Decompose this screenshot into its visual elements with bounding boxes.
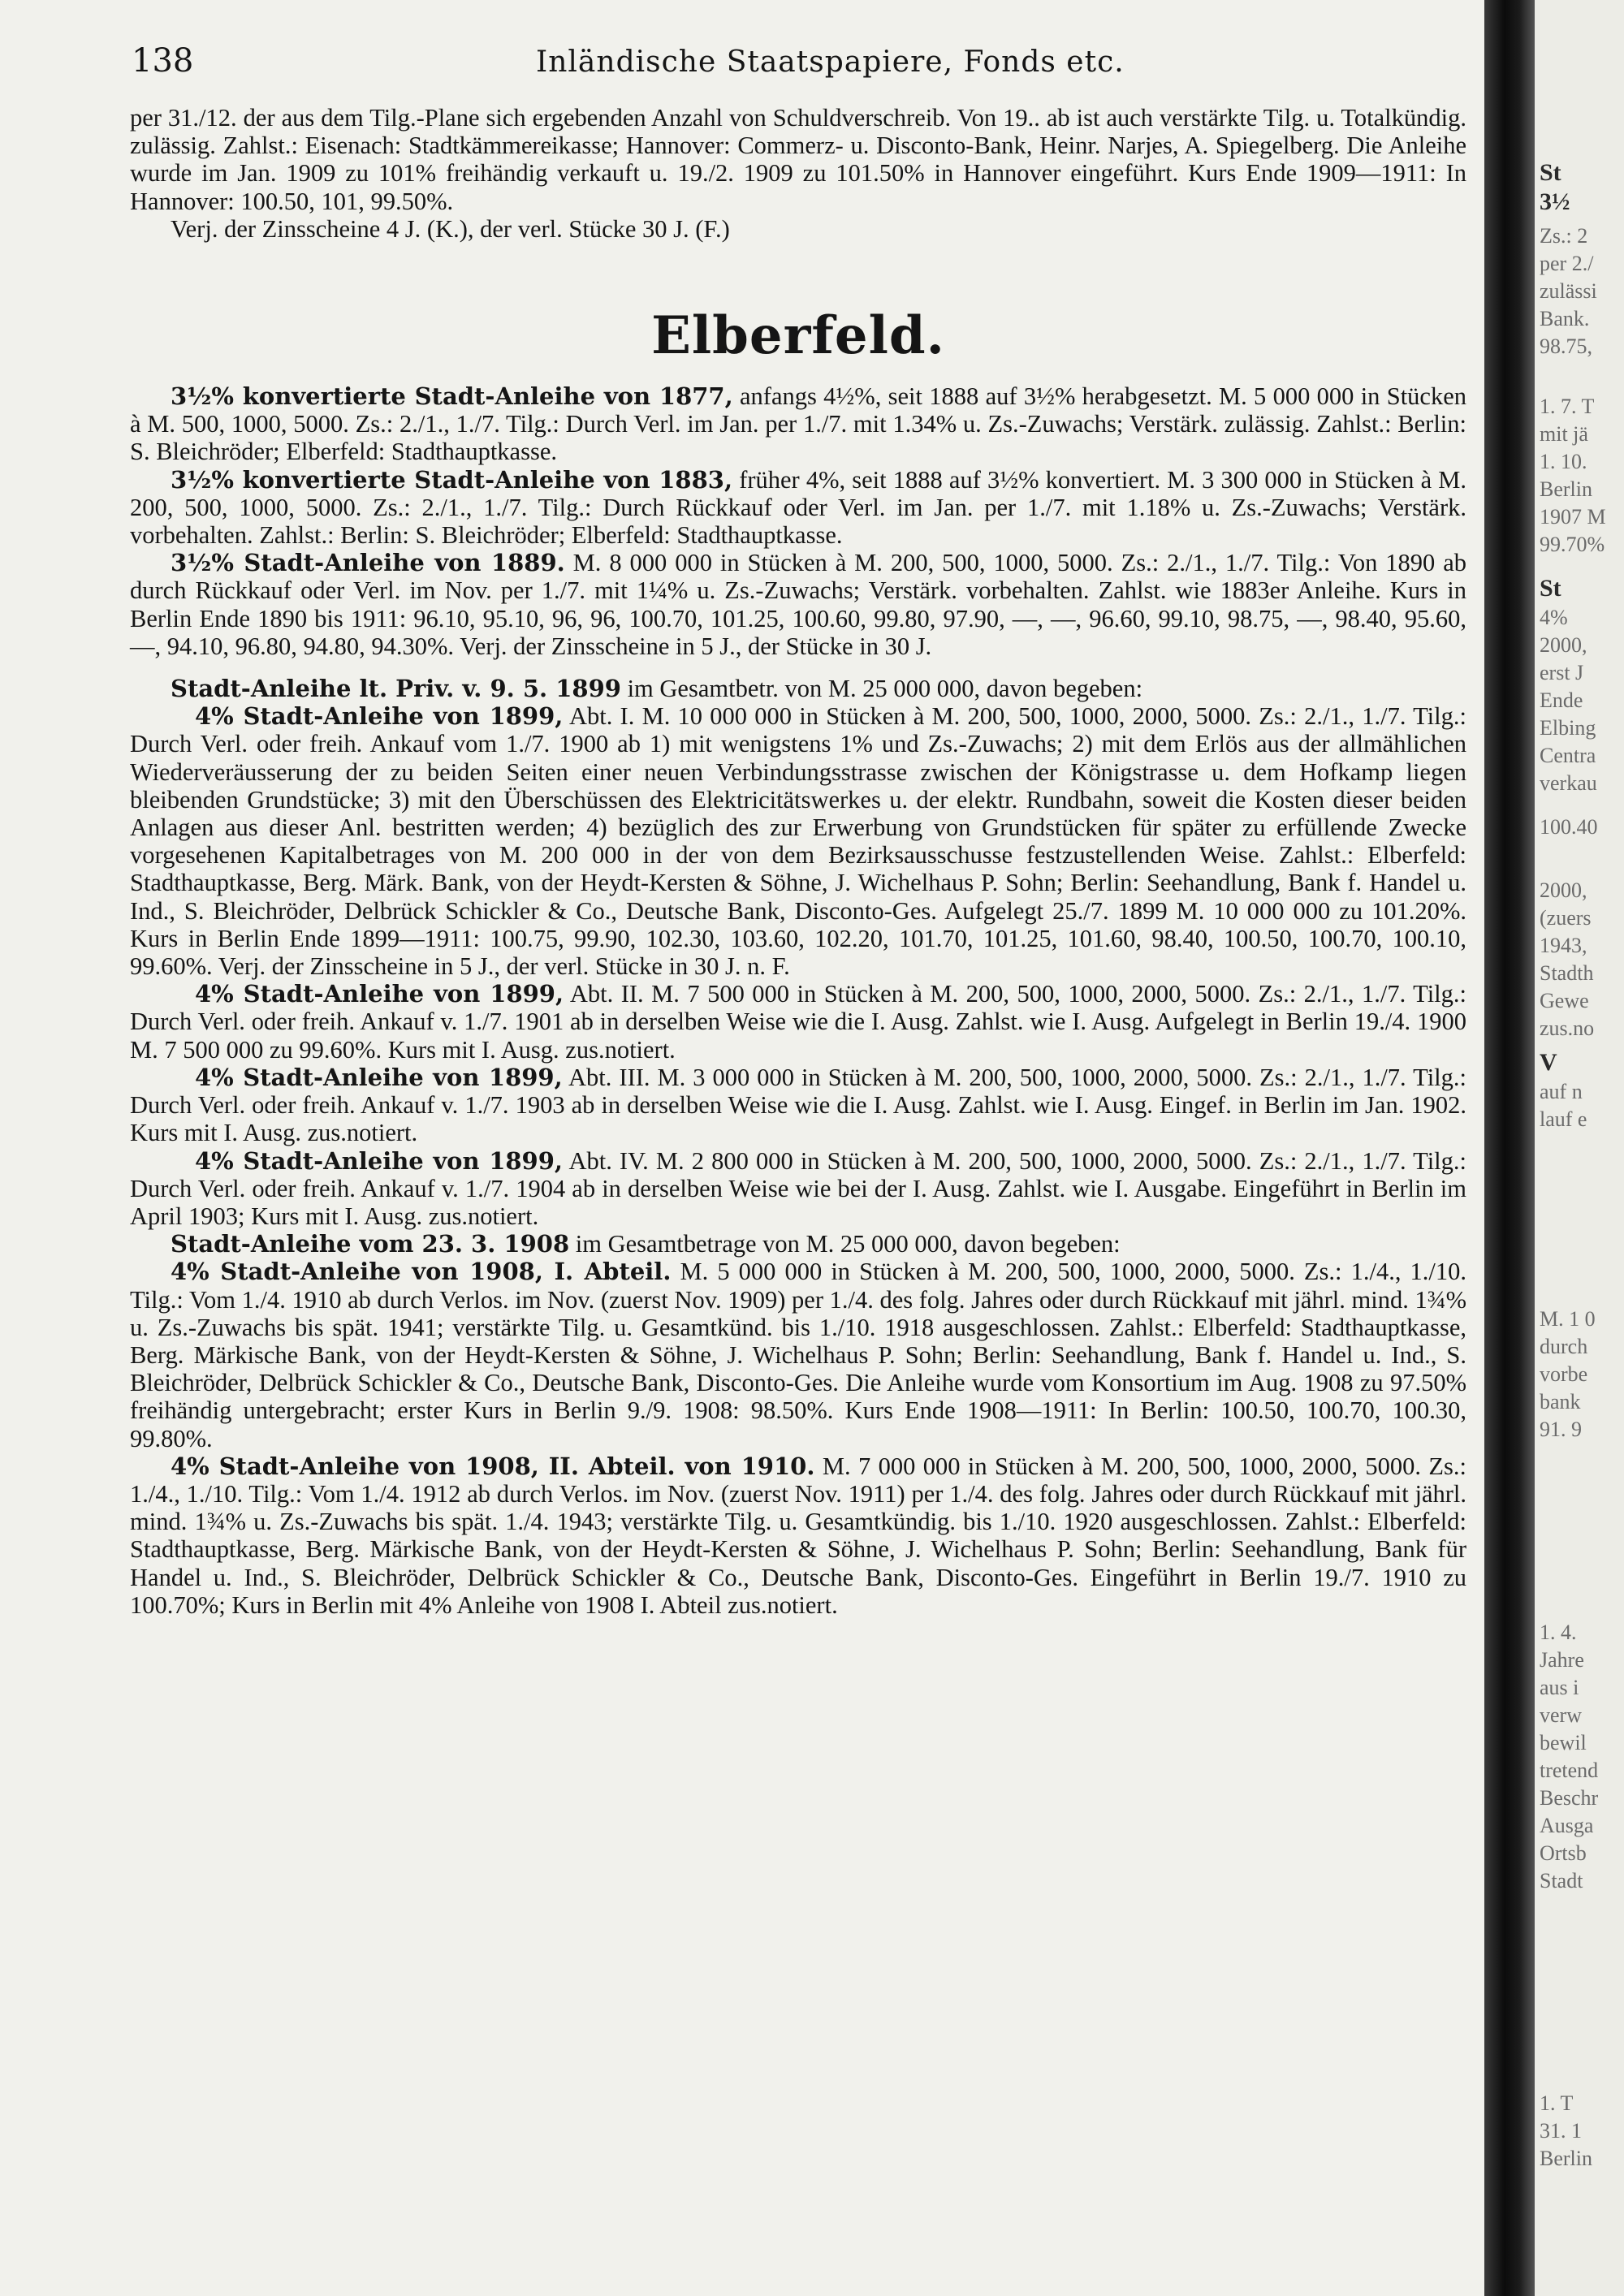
facing-fragment: zulässi (1540, 279, 1597, 303)
entry-1899-abt-3 (130, 1064, 1466, 1147)
facing-fragment: Bank. (1540, 307, 1590, 330)
facing-fragment: verw (1540, 1703, 1582, 1727)
facing-fragment: verkau (1540, 771, 1597, 795)
entry-body: Abt. III. M. 3 000 000 in Stücken à M. 200, 500, 1000, 2000, 5000. Zs.: 2./1., 1./7. Tilg.: Durch Verl. oder freih. Ankauf v. 1./7. 1903 ab in derselben Weise wie die I. Ausg. Zahlst. wie I. Ausg. Eingef. in Berlin im Jan. 1902. Kurs mit I. Ausg. zus.notiert. (130, 1063, 1466, 1147)
entry-heading: 4% Stadt-Anleihe von 1899, (195, 1063, 563, 1091)
text-column (130, 104, 1466, 1619)
intro-verj-line: Verj. der Zinsscheine 4 J. (K.), der verl. Stücke 30 J. (F.) (171, 214, 730, 243)
running-title: Inländische Staatspapiere, Fonds etc. (536, 45, 1125, 79)
facing-fragment: 2000, (1540, 878, 1587, 902)
section-title: Elberfeld. (651, 305, 945, 367)
facing-fragment: Berlin (1540, 2147, 1592, 2170)
facing-fragment: Gewe (1540, 989, 1589, 1012)
facing-fragment: Ortsb (1540, 1841, 1587, 1865)
entry-body: Abt. IV. M. 2 800 000 in Stücken à M. 200, 500, 1000, 2000, 5000. Zs.: 2./1., 1./7. Tilg.: Durch Verl. oder freih. Ankauf v. 1./7. 1904 ab in derselben Weise wie bei der I. Ausg. Zahlst. wie I. Ausgabe. Eingeführt in Berlin im April 1903; Kurs mit I. Ausg. zus.notiert. (130, 1146, 1466, 1230)
entry-heading: 4% Stadt-Anleihe von 1908, I. Abteil. (171, 1258, 672, 1286)
facing-fragment: St (1540, 575, 1561, 602)
facing-page-edge (1535, 0, 1624, 2296)
entry-1908-priv (130, 1230, 1466, 1258)
facing-fragment: 1. 4. (1540, 1621, 1577, 1644)
facing-fragment: Stadth (1540, 961, 1594, 985)
facing-fragment: 1. T (1540, 2091, 1574, 2115)
entry-body: M. 7 000 000 in Stücken à M. 200, 500, 1000, 2000, 5000. Zs.: 1./4., 1./10. Tilg.: Vom 1./4. 1912 ab durch Verlos. im Nov. (zuerst Nov. 1911) per 1./4. des folg. Jahres oder durch Rückkauf mit jährl. mind. 1¾% u. Zs.-Zuwachs bis spät. 1./4. 1943; verstärkte Tilg. u. Gesamtkündig. bis 1./10. 1920 ausgeschlossen. Zahlst.: Elberfeld: Stadthauptkasse, Berg. Märkische Bank, von der Heydt-Kersten & Söhne, J. Wichelhaus P. Sohn; Berlin: Seehandlung, Bank für Handel u. Ind., S. Bleichröder, Delbrück Schickler & Co., Deutsche Bank, Disconto-Ges. Eingeführt in Berlin 19./7. 1910 zu 100.70%; Kurs in Berlin mit 4% Anleihe von 1908 I. Abteil zus.notiert. (130, 1452, 1466, 1619)
facing-fragment: bewil (1540, 1731, 1587, 1754)
facing-fragment: 91. 9 (1540, 1418, 1582, 1441)
facing-fragment: mit jä (1540, 422, 1588, 446)
facing-fragment: erst J (1540, 661, 1584, 684)
facing-fragment: Zs.: 2 (1540, 224, 1588, 248)
intro-paragraph: per 31./12. der aus dem Tilg.-Plane sich ergebenden Anzahl von Schuldverschreib. Von 19.. ab ist auch verstärkte Tilg. u. Totalkündig. zulässig. Zahlst.: Eisenach: Stadtkämmereikasse; Hannover: Commerz- u. Disconto-Bank, Heinr. Narjes, A. Spiegelberg. Die Anleihe wurde im Jan. 1909 zu 101% freihändig verkauft u. 19./2. 1909 zu 101.50% in Hannover eingeführt. Kurs Ende 1909—1911: In Hannover: 100.50, 101, 99.50%. (130, 104, 1466, 215)
facing-fragment: aus i (1540, 1676, 1579, 1699)
facing-fragment: lauf e (1540, 1107, 1587, 1131)
entry-heading: 3½% Stadt-Anleihe von 1889. (171, 549, 565, 577)
entry-body: M. 5 000 000 in Stücken à M. 200, 500, 1000, 2000, 5000. Zs.: 1./4., 1./10. Tilg.: Vom 1./4. 1910 ab durch Verlos. im Nov. (zuerst Nov. 1909) per 1./4. des folg. Jahres oder durch Rückkauf mit jährl. mind. 1¾% u. Zs.-Zuwachs bis spät. 1941; verstärkte Tilg. u. Gesamtkünd. bis 1./10. 1918 ausgeschlossen. Zahlst.: Elberfeld: Stadthauptkasse, Berg. Märkische Bank, von der Heydt-Kersten & Söhne, J. Wichelhaus P. Sohn; Berlin: Seehandlung, Bank f. Handel u. Ind., S. Bleichröder, Delbrück Schickler & Co., Deutsche Bank, Disconto-Ges. Die Anleihe wurde vom Konsortium im Aug. 1908 zu 97.50% freihändig untergebracht; erster Kurs in Berlin 9./9. 1908: 98.50%. Kurs Ende 1908—1911: In Berlin: 100.50, 100.70, 100.30, 99.80%. (130, 1258, 1466, 1452)
facing-fragment: 1. 7. T (1540, 395, 1595, 418)
facing-fragment: (zuers (1540, 906, 1592, 930)
entry-1899-abt-2 (130, 980, 1466, 1064)
facing-fragment: V (1540, 1049, 1557, 1076)
entry-body: früher 4%, seit 1888 auf 3½% konvertiert. M. 3 300 000 in Stücken à M. 200, 500, 1000, 5000. Zs.: 2./1., 1./7. Tilg.: Durch Rückkauf oder Verl. im Jan. per 1./7. mit 1.18% u. Zs.-Zuwachs; Verstärk. vorbehalten. Zahlst.: Berlin: S. Bleichröder; Elberfeld: Stadthauptkasse. (130, 465, 1466, 550)
entry-body: Abt. II. M. 7 500 000 in Stücken à M. 200, 500, 1000, 2000, 5000. Zs.: 2./1., 1./7. Tilg.: Durch Verl. oder freih. Ankauf v. 1./7. 1901 ab in derselben Weise wie die I. Ausg. Zahlst. wie I. Ausg. Aufgelegt in Berlin 19./4. 1900 M. 7 500 000 zu 99.60%. Kurs mit I. Ausg. zus.notiert. (130, 980, 1466, 1064)
facing-fragment: vorbe (1540, 1362, 1588, 1386)
entry-heading: Stadt-Anleihe lt. Priv. v. 9. 5. 1899 (171, 675, 621, 703)
facing-fragment: Stadt (1540, 1869, 1583, 1892)
page-number: 138 (132, 42, 194, 80)
entry-1908-abt-1 (130, 1258, 1466, 1452)
facing-fragment: 100.40 (1540, 815, 1598, 839)
entry-heading: 3½% konvertierte Stadt-Anleihe von 1883, (171, 465, 733, 494)
facing-fragment: 1943, (1540, 934, 1587, 957)
entry-heading: 4% Stadt-Anleihe von 1899, (195, 702, 564, 731)
facing-fragment: 99.70% (1540, 533, 1605, 556)
book-gutter (1484, 0, 1535, 2296)
facing-fragment: durch (1540, 1335, 1588, 1358)
facing-fragment: 3½ (1540, 188, 1570, 215)
entry-1889 (130, 549, 1466, 660)
entry-priv-1899 (130, 675, 1466, 702)
entry-body: im Gesamtbetrage von M. 25 000 000, davon begeben: (569, 1230, 1121, 1258)
entry-body: Abt. I. M. 10 000 000 in Stücken à M. 200, 500, 1000, 2000, 5000. Zs.: 2./1., 1./7. Tilg.: Durch Verl. oder freih. Ankauf vom 1./7. 1900 ab 1) mit wenigstens 1% und Zs.-Zuwachs; 2) mit dem Erlös aus der allmählichen Wiederveräusserung der zu beiden Seiten einer neuen Verbindungsstrasse zwischen der Königstrasse u. dem Hofkamp liegen bleibenden Grundstücke; 3) mit den Überschüssen des Elektricitätswerkes u. der elektr. Rundbahn, soweit die Kosten dieser beiden Anlagen aus dieser Anl. bestritten werden; 4) bezüglich des zur Erwerbung von Grundstücken für später zu erfüllende Zwecke vorgesehenen Kapitalbetrages von M. 200 000 in der von dem Bezirksausschusse festzustellenden Weise. Zahlst.: Elberfeld: Stadthauptkasse, Berg. Märk. Bank, von der Heydt-Kersten & Söhne, J. Wichelhaus P. Sohn; Berlin: Seehandlung, Bank f. Handel u. Ind., S. Bleichröder, Delbrück Schickler & Co., Deutsche Bank, Disconto-Ges. Aufgelegt 25./7. 1899 M. 10 000 000 zu 101.20%. Kurs in Berlin Ende 1899—1911: 100.75, 99.90, 102.30, 103.60, 102.20, 101.70, 101.25, 101.60, 98.40, 100.50, 100.70, 100.10, 99.60%. Verj. der Zinsscheine in 5 J., der verl. Stücke in 30 J. n. F. (130, 702, 1466, 981)
entry-heading: 4% Stadt-Anleihe von 1899, (195, 1146, 564, 1175)
facing-fragment: 4% (1540, 606, 1568, 629)
facing-fragment: Ende (1540, 688, 1583, 712)
facing-fragment: 98.75, (1540, 334, 1592, 358)
entry-heading: 4% Stadt-Anleihe von 1899, (195, 980, 564, 1008)
facing-fragment: M. 1 0 (1540, 1307, 1596, 1331)
entry-1877 (130, 382, 1466, 466)
facing-fragment: Elbing (1540, 716, 1596, 740)
entry-1908-abt-2 (130, 1452, 1466, 1619)
running-header (130, 42, 1478, 83)
entry-heading: 3½% konvertierte Stadt-Anleihe von 1877, (171, 382, 733, 411)
facing-fragment: 31. 1 (1540, 2119, 1582, 2143)
facing-fragment: bank (1540, 1390, 1581, 1413)
entry-body: im Gesamtbetr. von M. 25 000 000, davon begeben: (620, 675, 1143, 703)
entry-heading: 4% Stadt-Anleihe von 1908, II. Abteil. von 1910. (171, 1452, 815, 1480)
entry-body: M. 8 000 000 in Stücken à M. 200, 500, 1000, 5000. Zs.: 2./1., 1./7. Tilg.: Von 1890 ab durch Rückkauf oder Verl. im Nov. per 1./7. mit 1¼% u. Zs.-Zuwachs; Verstärk. vorbehalten. Zahlst. wie 1883er Anleihe. Kurs in Berlin Ende 1890 bis 1911: 96.10, 95.10, 96, 96, 100.70, 101.25, 100.60, 99.80, 97.90, —, —, 96.60, 99.10, 98.75, —, 98.40, 95.60, —, 94.10, 96.80, 94.80, 94.30%. Verj. der Zinsscheine in 5 J., der Stücke in 30 J. (130, 549, 1466, 660)
facing-fragment: Ausga (1540, 1814, 1594, 1837)
entry-1883 (130, 466, 1466, 550)
entry-heading: Stadt-Anleihe vom 23. 3. 1908 (171, 1230, 570, 1258)
facing-fragment: Jahre (1540, 1648, 1584, 1672)
facing-fragment: St (1540, 159, 1561, 186)
entry-1899-abt-4 (130, 1147, 1466, 1231)
facing-fragment: zus.no (1540, 1016, 1595, 1040)
facing-fragment: 2000, (1540, 633, 1587, 657)
facing-fragment: auf n (1540, 1080, 1583, 1103)
entry-body: anfangs 4½%, seit 1888 auf 3½% herabgesetzt. M. 5 000 000 in Stücken à M. 500, 1000, 5000. Zs.: 2./1., 1./7. Tilg.: Durch Verl. im Jan. per 1./7. mit 1.34% u. Zs.-Zuwachs; Verstärk. zulässig. Zahlst.: Berlin: S. Bleichröder; Elberfeld: Stadthauptkasse. (130, 382, 1466, 466)
facing-fragment: Centra (1540, 744, 1596, 767)
facing-fragment: Berlin (1540, 477, 1592, 501)
facing-fragment: Beschr (1540, 1786, 1599, 1810)
facing-fragment: per 2./ (1540, 252, 1594, 275)
facing-fragment: tretend (1540, 1759, 1599, 1782)
facing-fragment: 1. 10. (1540, 450, 1587, 473)
entry-1899-abt-1 (130, 702, 1466, 980)
facing-fragment: 1907 M (1540, 505, 1606, 529)
